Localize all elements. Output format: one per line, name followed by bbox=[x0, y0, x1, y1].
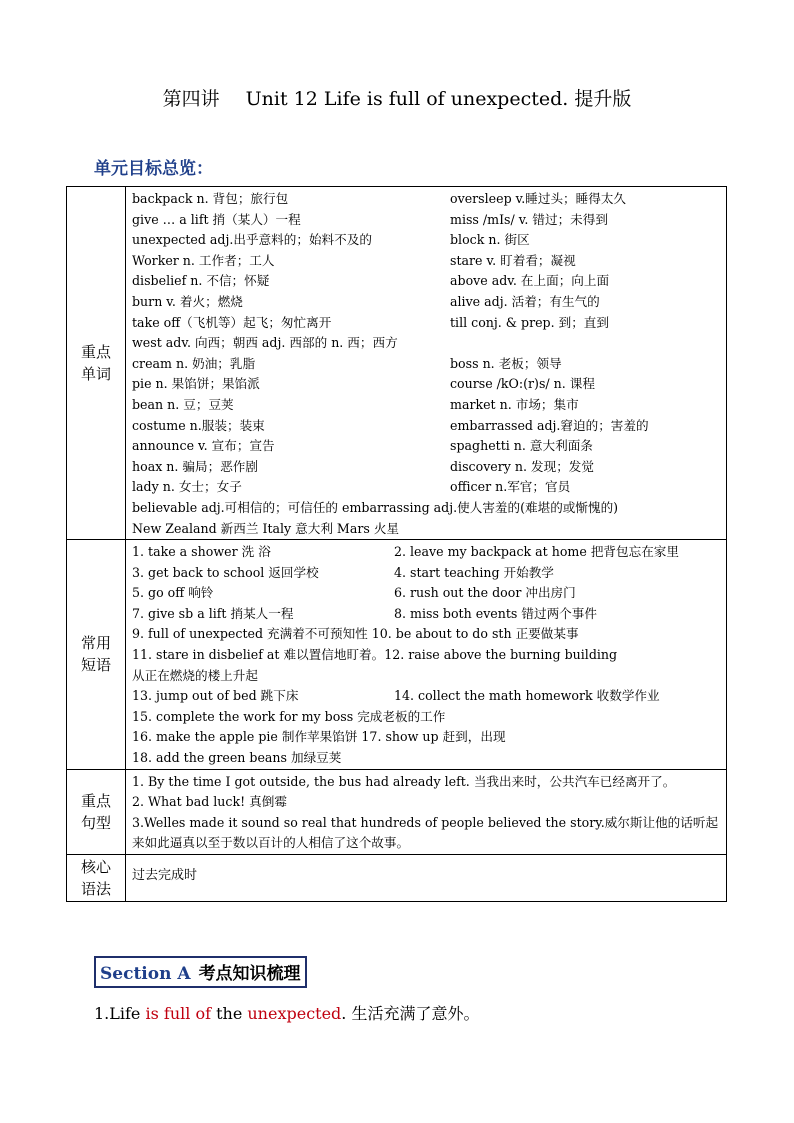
unit-title: Unit 12 Life is full of unexpected. bbox=[245, 88, 569, 110]
entry-left: burn v. 着火；燃烧 bbox=[132, 293, 243, 309]
vocab-row bbox=[132, 519, 722, 540]
phrase-row bbox=[132, 624, 722, 645]
entry-right: stare v. 盯着看；凝视 bbox=[450, 252, 576, 268]
entry-right: 4. start teaching 开始教学 bbox=[394, 564, 554, 580]
entry-left: 13. jump out of bed 跳下床 bbox=[132, 688, 299, 704]
entry-right: officer n.军官；官员 bbox=[450, 479, 571, 495]
vocab-row bbox=[132, 230, 722, 251]
entry-left: 从正在燃烧的楼上升起 bbox=[132, 667, 258, 683]
entry-left: lady n. 女士；女子 bbox=[132, 479, 242, 495]
vocab-row bbox=[132, 354, 722, 375]
entry-right: embarrassed adj.窘迫的；害羞的 bbox=[450, 417, 649, 433]
entry-right: block n. 街区 bbox=[450, 232, 530, 248]
entry-right: discovery n. 发现；发觉 bbox=[450, 458, 594, 474]
phrase-row bbox=[132, 748, 722, 769]
phrases-list bbox=[126, 540, 727, 770]
entry-left: 9. full of unexpected 充满着不可预知性 10. be about to do sth 正要做某事 bbox=[132, 626, 579, 642]
entry-left: announce v. 宣布；宣告 bbox=[132, 438, 275, 454]
vocab-row bbox=[132, 313, 722, 334]
entry-left: 7. give sb a lift 捎某人一程 bbox=[132, 605, 294, 621]
entry-left: 15. complete the work for my boss 完成老板的工作 bbox=[132, 708, 446, 724]
entry-left: 3. get back to school 返回学校 bbox=[132, 564, 319, 580]
phrase-row bbox=[132, 604, 722, 625]
grammar-text: 过去完成时 bbox=[126, 855, 727, 902]
entry-left: bean n. 豆；豆荚 bbox=[132, 396, 234, 412]
entry-left: take off（飞机等）起飞；匆忙离开 bbox=[132, 314, 332, 330]
entry-left: backpack n. 背包；旅行包 bbox=[132, 191, 289, 206]
vocab-row bbox=[132, 292, 722, 313]
vocab-row bbox=[132, 477, 722, 498]
example-sentence: 1.Life is full of the unexpected. 生活充满了意外。 bbox=[94, 1004, 480, 1023]
entry-right: above adv. 在上面；向上面 bbox=[450, 273, 610, 289]
entry-right: till conj. & prep. 到；直到 bbox=[450, 314, 609, 330]
sentence-item: 2. What bad luck! 真倒霉 bbox=[132, 794, 287, 810]
entry-right: 6. rush out the door 冲出房门 bbox=[394, 585, 576, 601]
entry-left: 16. make the apple pie 制作苹果馅饼 17. show up 赶到，出现 bbox=[132, 729, 506, 745]
unit-overview-table bbox=[66, 186, 727, 902]
vocab-row bbox=[132, 457, 722, 478]
vocab-row bbox=[132, 498, 722, 519]
entry-left: 1. take a shower 洗 浴 bbox=[132, 544, 271, 560]
grammar-section bbox=[67, 855, 727, 902]
phrase-row bbox=[132, 583, 722, 604]
entry-left: give … a lift 捎（某人）一程 bbox=[132, 211, 301, 227]
vocab-row bbox=[132, 189, 722, 210]
phrase-row bbox=[132, 727, 722, 748]
vocab-section bbox=[67, 187, 727, 540]
grammar-label: 核心 语法 bbox=[67, 855, 126, 902]
entry-right: 14. collect the math homework 收数学作业 bbox=[394, 688, 660, 704]
sentences-section bbox=[67, 769, 727, 854]
entry-left: believable adj.可相信的；可信任的 embarrassing adj.使人害羞的(难堪的或惭愧的) bbox=[132, 499, 619, 515]
phrase-row bbox=[132, 666, 722, 687]
sentence-item: 3.Welles made it sound so real that hundreds of people believed the story.威尔斯让他的话听起来如此逼真以至于数以百计的人相信了这个故事。 bbox=[132, 814, 719, 851]
entry-left: west adv. 向西；朝西 adj. 西部的 n. 西；西方 bbox=[132, 335, 398, 351]
entry-left: Worker n. 工作者；工人 bbox=[132, 252, 275, 268]
vocab-row bbox=[132, 210, 722, 231]
phrase-row bbox=[132, 542, 722, 563]
sentences-list bbox=[126, 769, 727, 854]
phrase-row bbox=[132, 645, 722, 666]
phrase-row bbox=[132, 707, 722, 728]
vocab-row bbox=[132, 436, 722, 457]
highlight-phrase: is full of bbox=[145, 1004, 211, 1023]
entry-left: pie n. 果馅饼；果馅派 bbox=[132, 376, 260, 392]
entry-left: 5. go off 响铃 bbox=[132, 585, 214, 601]
entry-left: 18. add the green beans 加绿豆荚 bbox=[132, 750, 342, 766]
entry-right: market n. 市场；集市 bbox=[450, 396, 579, 412]
entry-left: disbelief n. 不信；怀疑 bbox=[132, 273, 270, 289]
entry-right: 2. leave my backpack at home 把背包忘在家里 bbox=[394, 544, 679, 560]
vocab-list bbox=[126, 187, 727, 540]
section-a-subtitle: 考点知识梳理 bbox=[198, 964, 301, 984]
section-a-heading bbox=[94, 956, 307, 988]
vocab-label: 重点 单词 bbox=[67, 187, 126, 540]
vocab-row bbox=[132, 333, 722, 354]
version-label: 提升版 bbox=[574, 88, 632, 110]
sentences-label: 重点 句型 bbox=[67, 769, 126, 854]
phrases-label: 常用 短语 bbox=[67, 540, 126, 770]
highlight-word: unexpected bbox=[247, 1004, 342, 1023]
entry-left: New Zealand 新西兰 Italy 意大利 Mars 火星 bbox=[132, 520, 400, 536]
section-a-title: Section A bbox=[100, 964, 191, 984]
vocab-row bbox=[132, 416, 722, 437]
lecture-number: 第四讲 bbox=[162, 88, 220, 110]
vocab-row bbox=[132, 395, 722, 416]
entry-left: hoax n. 骗局；恶作剧 bbox=[132, 458, 258, 474]
phrases-section bbox=[67, 540, 727, 770]
entry-right: course /kO:(r)s/ n. 课程 bbox=[450, 376, 595, 392]
entry-right: alive adj. 活着；有生气的 bbox=[450, 293, 600, 309]
entry-right: spaghetti n. 意大利面条 bbox=[450, 438, 593, 454]
page-title bbox=[0, 84, 794, 111]
vocab-row bbox=[132, 251, 722, 272]
entry-right: oversleep v.睡过头；睡得太久 bbox=[450, 191, 627, 206]
entry-left: costume n.服装；装束 bbox=[132, 417, 265, 433]
phrase-row bbox=[132, 686, 722, 707]
overview-heading: 单元目标总览： bbox=[94, 159, 213, 179]
vocab-row bbox=[132, 374, 722, 395]
entry-left: 11. stare in disbelief at 难以置信地盯着。12. raise above the burning building bbox=[132, 647, 618, 663]
entry-right: boss n. 老板；领导 bbox=[450, 355, 562, 371]
entry-left: cream n. 奶油；乳脂 bbox=[132, 355, 256, 371]
entry-right: 8. miss both events 错过两个事件 bbox=[394, 605, 597, 621]
vocab-row bbox=[132, 271, 722, 292]
entry-left: unexpected adj.出乎意料的；始料不及的 bbox=[132, 232, 372, 248]
entry-right: miss /mIs/ v. 错过；未得到 bbox=[450, 211, 608, 227]
phrase-row bbox=[132, 563, 722, 584]
sentence-item: 1. By the time I got outside, the bus had already left. 当我出来时，公共汽车已经离开了。 bbox=[132, 773, 676, 789]
